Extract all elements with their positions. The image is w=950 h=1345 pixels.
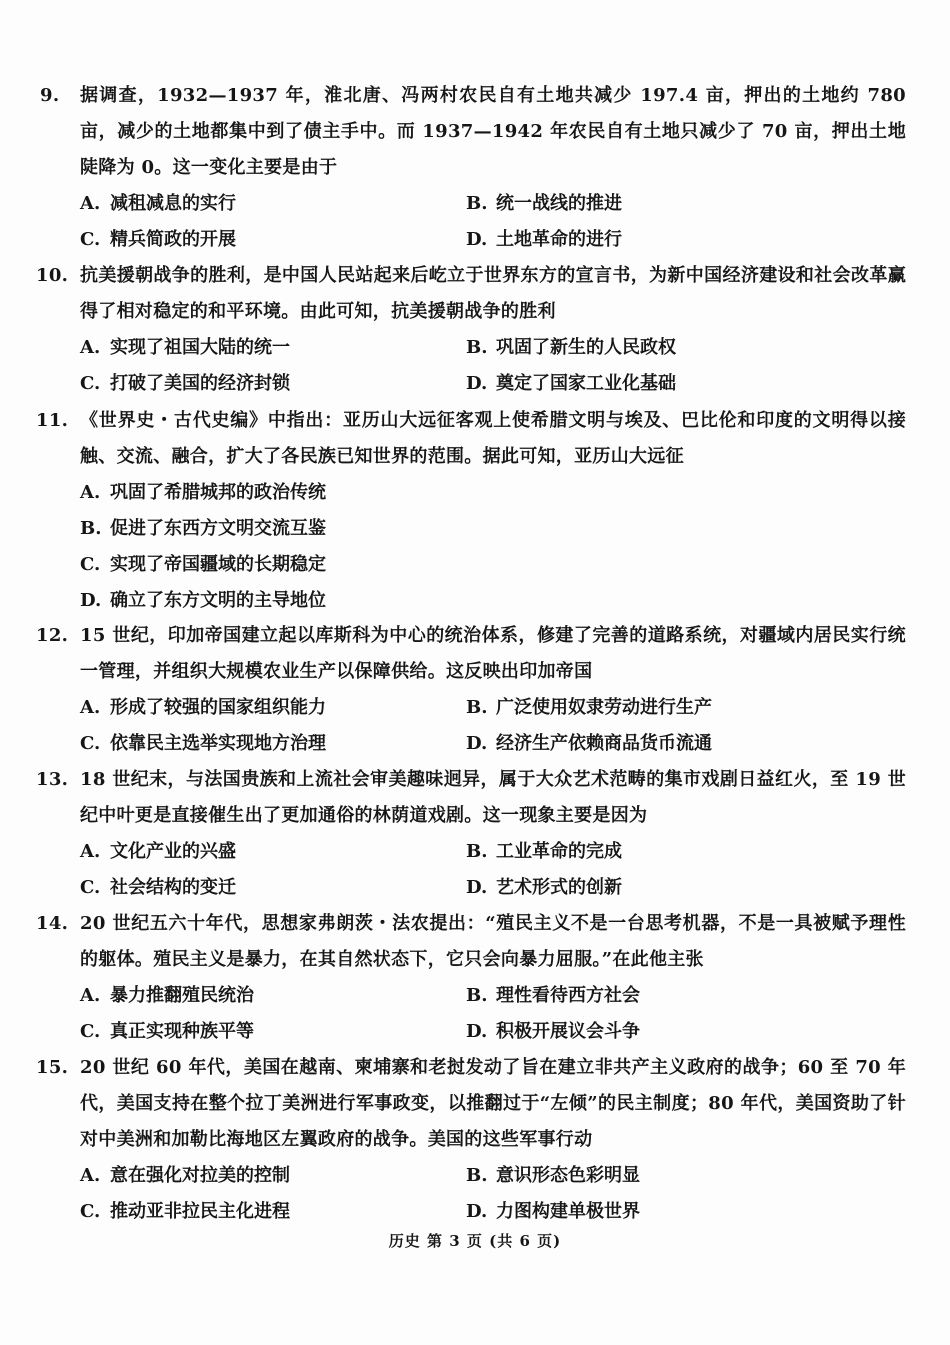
options [36,1158,906,1230]
option-c: C. 实现了帝国疆域的长期稳定 [80,554,326,575]
option-a: A. 文化产业的兴盛 [80,841,236,862]
option-a: A. 形成了较强的国家组织能力 [80,697,326,718]
option-b: B. 统一战线的推进 [466,193,622,214]
options [36,475,906,619]
option-b: B. 促进了东西方文明交流互鉴 [80,518,326,539]
option-c: C. 打破了美国的经济封锁 [80,373,290,394]
question-stem [36,258,906,330]
options [36,834,906,906]
options [36,690,906,762]
question-10 [36,258,906,402]
option-d: D. 经济生产依赖商品货币流通 [466,733,712,754]
question-9 [36,78,906,258]
question-stem [36,1050,906,1158]
option-c: C. 社会结构的变迁 [80,877,236,898]
question-text: 18 世纪末，与法国贵族和上流社会审美趣味迥异，属于大众艺术范畴的集市戏剧日益红火，至 19 世纪中叶更是直接催生出了更加通俗的林荫道戏剧。这一现象主要是因为 [80,769,906,826]
question-stem [36,762,906,834]
option-a: A. 暴力推翻殖民统治 [80,985,254,1006]
question-12 [36,618,906,762]
question-text: 《世界史・古代史编》中指出：亚历山大远征客观上使希腊文明与埃及、巴比伦和印度的文明得以接触、交流、融合，扩大了各民族已知世界的范围。据此可知，亚历山大远征 [80,410,906,467]
option-a: A. 减租减息的实行 [80,193,236,214]
question-stem [36,906,906,978]
question-number: 9. [40,85,60,106]
option-d: D. 艺术形式的创新 [466,877,622,898]
options [36,186,906,258]
option-d: D. 积极开展议会斗争 [466,1021,640,1042]
option-b: B. 巩固了新生的人民政权 [466,337,676,358]
option-c: C. 依靠民主选举实现地方治理 [80,733,326,754]
option-b: B. 工业革命的完成 [466,841,622,862]
options [36,330,906,402]
page-footer: 历史 第 3 页 (共 6 页) [388,1232,562,1250]
option-c: C. 精兵简政的开展 [80,229,236,250]
option-a: A. 实现了祖国大陆的统一 [80,337,290,358]
question-number: 15. [36,1057,69,1078]
option-b: B. 意识形态色彩明显 [466,1165,640,1186]
question-15 [36,1050,906,1230]
options [36,978,906,1050]
question-13 [36,762,906,906]
question-number: 14. [36,913,69,934]
question-text: 20 世纪五六十年代，思想家弗朗茨・法农提出：“殖民主义不是一台思考机器，不是一具被赋予理性的躯体。殖民主义是暴力，在其自然状态下，它只会向暴力屈服。”在此他主张 [80,913,906,970]
question-14 [36,906,906,1050]
question-text: 20 世纪 60 年代，美国在越南、柬埔寨和老挝发动了旨在建立非共产主义政府的战争；60 至 70 年代，美国支持在整个拉丁美洲进行军事政变，以推翻过于“左倾”的民主制度；80 年代，美国资助了针对中美洲和加勒比海地区左翼政府的战争。美国的这些军事行动 [80,1057,906,1150]
option-d: D. 确立了东方文明的主导地位 [80,590,326,611]
question-11 [36,403,906,619]
question-number: 12. [36,625,69,646]
option-b: B. 广泛使用奴隶劳动进行生产 [466,697,712,718]
question-stem [36,618,906,690]
option-b: B. 理性看待西方社会 [466,985,640,1006]
option-c: C. 推动亚非拉民主化进程 [80,1201,290,1222]
question-text: 据调查，1932—1937 年，淮北唐、冯两村农民自有土地共减少 197.4 亩，押出的土地约 780 亩，减少的土地都集中到了债主手中。而 1937—1942 年农民自有土地只减少了 70 亩，押出土地陡降为 0。这一变化主要是由于 [80,85,906,178]
option-d: D. 土地革命的进行 [466,229,622,250]
question-number: 11. [36,410,69,431]
question-text: 抗美援朝战争的胜利，是中国人民站起来后屹立于世界东方的宣言书，为新中国经济建设和社会改革赢得了相对稳定的和平环境。由此可知，抗美援朝战争的胜利 [80,265,906,322]
option-d: D. 奠定了国家工业化基础 [466,373,676,394]
option-a: A. 巩固了希腊城邦的政治传统 [80,482,326,503]
question-text: 15 世纪，印加帝国建立起以库斯科为中心的统治体系，修建了完善的道路系统，对疆域内居民实行统一管理，并组织大规模农业生产以保障供给。这反映出印加帝国 [80,625,906,682]
question-number: 13. [36,769,69,790]
question-number: 10. [36,265,69,286]
question-stem [36,78,906,186]
question-stem [36,403,906,475]
option-c: C. 真正实现种族平等 [80,1021,254,1042]
option-d: D. 力图构建单极世界 [466,1201,640,1222]
option-a: A. 意在强化对拉美的控制 [80,1165,290,1186]
